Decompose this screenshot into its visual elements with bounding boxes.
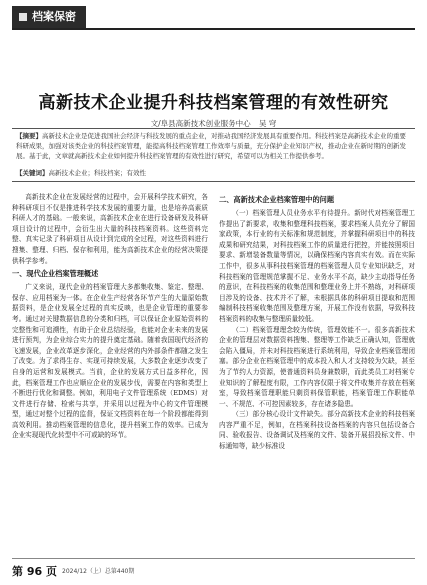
item-text: 部分高新技术企业的科技档案内容严重不足，例如，在档案科技设备档案的内容只包括设备合同、验收报告、设备调试及档案的文件、装备开展招投标文件、中标通知等，缺少标准设 — [219, 410, 416, 451]
article-title: 高新技术企业提升科技档案管理的有效性研究 — [38, 93, 389, 113]
section-heading: 二、高新技术企业档案管理中的问题 — [219, 195, 335, 204]
keywords — [16, 168, 412, 177]
keywords-body: 高新技术企业；科技档案；有效性 — [48, 169, 146, 177]
abstract-body: 高新技术企业是促进我国社会经济与科技发展的重点企业，对推动我国经济发展具有重要作用。科技档案是高新技术企业的重要科研成果，加强对该类企业的科技档案管理，能提高科技档案管理工作效率与质量，充分保护企业知识产权，推动企业在新时期的创新发展。基于此，文章就高新技术企业如何提升科技档案管理的有效性进行研究，希望可以为相关工作提供参考。 — [16, 132, 406, 160]
item-text: 新时代对档案管理工作提出了新要求，收集和整理科技档案，要求档案人员充分了解国家政策，本行业的有关标准和规范制度，并掌握科研项目中的科技成果和研究结果，对科技档案工作的质量进行把控，并能按照项目要求、新增装备数量等情况，以确保档案内容真实有效。而在实际工作中，很多从事科技档案管理的档案管理人员专业知识缺乏，对科技档案的管理规范掌握不足、业务水平不高，缺少主动指导任务的意识，在科技档案的收集范围和整理业务上并不熟练，对科研项目涉及的设备、技术并不了解，未根据具体的科研项目提取和范围编制科技档案收集范围及整理方案，开展工作没有依据，导致科技档案资料的收集与整理质量较低。 — [219, 209, 416, 323]
item-lead: （二）档案管理理念较为传统，管理效能不一。 — [232, 325, 375, 334]
footer-rule — [12, 558, 415, 559]
body-paragraph: 广义来说，现代企业的档案管理大多都集收集、鉴定、整理、保存、应用档案为一体。在企业生产经营各环节产生的大量原始数据资料，是企业发展全过程的真实反映，也是企业管理的重要参考。通过对关键数据信息的分类和归档，可以保证企业原始资料的完整性和可追溯性，有助于企业总结经验，也能对企业未来的发展进行预判，为企业综合实力的提升奠定基础。随着我国现代经济的飞速发展，企业改革逐步深化，企业经营的内外部条件都随之发生了改变。为了求得生存、实现可持续发展，大多数企业逐步改变了自身的运营和发展模式。当前，企业的发展方式日益多样化，因此，档案管理工作也应顺应企业的发展步伐，需要在内容和类型上不断进行优化和调整。例如，利用电子文件管理系统（EDMS）对文件进行存储、检索与共享，并采用以过程为中心的文件管理模型，通过对整个过程的监督，保证文档资料在每一个阶段都能得到高效利用。推动档案管理的信息化，提升档案工作的效率。已成为企业实现现代化转型中不可或缺的环节。 — [12, 283, 208, 440]
section-tag: 档案保密 — [12, 6, 86, 28]
body-paragraph — [219, 409, 415, 451]
abstract-label: 【摘要】 — [16, 132, 42, 140]
left-column — [12, 192, 208, 441]
author-name: 吴 穹 — [259, 119, 277, 128]
body-paragraph — [219, 325, 415, 410]
item-lead: （一）档案管理人员业务水平有待提升。 — [232, 209, 355, 217]
journal-issue: 2024/12（上）总第440期 — [62, 568, 135, 575]
header-rule — [12, 28, 415, 30]
body-paragraph — [219, 208, 415, 325]
intro-paragraph: 高新技术企业在发展经营的过程中，会开展科学技术研究，各种科研项目不仅是推进科学技术发展的重要力量，也是培养高素质科研人才的基础。一般来说，高新技术企业在进行设备研发及科研项目设计的过程中，会衍生出大量的科技档案资料。这些资料完整、真实记录了科研项目从设计到完成的全过程，对这些资料进行搜集、整理、归档、保存和利用，能为高新技术企业的经营决策提供科学参考。 — [12, 193, 208, 265]
abstract — [16, 131, 412, 161]
author-organization: 文/阜县高新技术创业服务中心 — [150, 119, 251, 128]
item-lead: （三）部分核心设计文件缺失。 — [232, 410, 328, 419]
section-heading: 一、现代企业档案管理概述 — [12, 269, 99, 279]
page-number: 第 96 页 — [12, 565, 57, 578]
right-column — [219, 192, 415, 452]
item-text: 很多高新技术企业的管理层对数据资料搜集、整理等工作缺乏正确认知，管理就会陷入僵局，并未对科技档案进行系统利用，导致企业档案管理闭塞。部分企业在档案管理中的成本投入和人才支持较为欠缺，甚至为了节约人力资源，使普通资料员身兼数职，而此类员工对档案专业知识的了解程度有限，工作内容仅限于将文件收集并存放在档案室，导致档案管理职能只剩资料保管职能，档案管理工作职能单一、不规范、不可控因素较多，存在诸多隐患。 — [219, 325, 416, 408]
keywords-label: 【关键词】 — [16, 169, 49, 177]
